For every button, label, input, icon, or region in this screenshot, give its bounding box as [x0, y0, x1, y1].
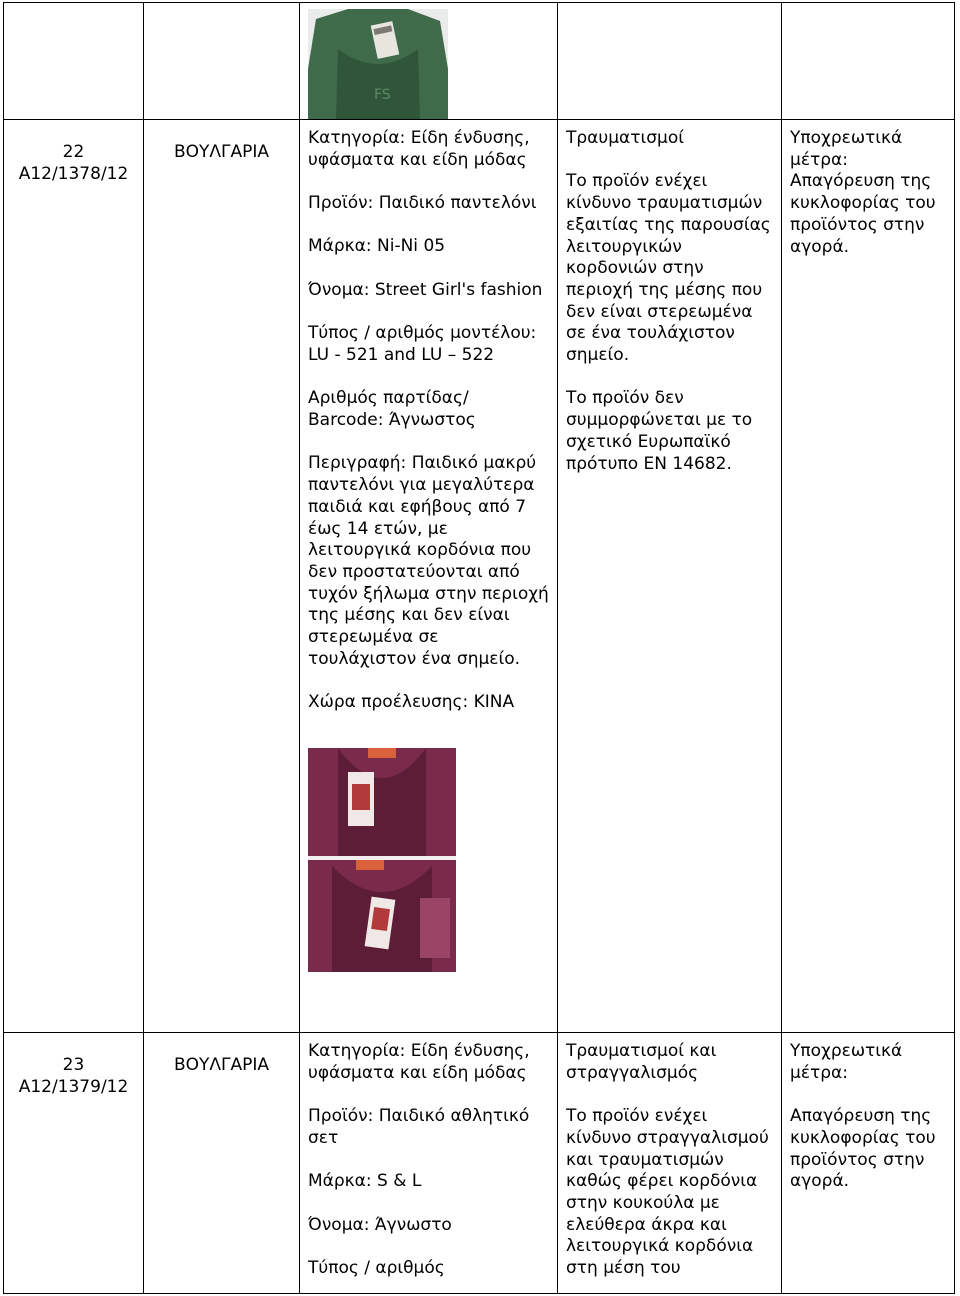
product-model: Τύπος / αριθμός μοντέλου: LU - 521 and LU – 522 — [308, 323, 537, 365]
measures-heading: Υποχρεωτικά μέτρα: — [790, 1041, 903, 1083]
product-brand: Μάρκα: S & L — [308, 1171, 422, 1192]
product-name: Προϊόν: Παιδικό αθλητικό σετ — [308, 1106, 530, 1148]
product-barcode: Αριθμός παρτίδας/ Barcode: Άγνωστος — [308, 388, 476, 431]
country: ΒΟΥΛΓΑΡΙΑ — [173, 1055, 270, 1075]
table-row — [4, 1033, 955, 1294]
country: ΒΟΥΛΓΑΡΙΑ — [173, 142, 270, 162]
risk-standard: Το προϊόν δεν συμμορφώνεται με το σχετικό Ευρωπαϊκό πρότυπο EN 14682. — [566, 388, 753, 474]
previous-row — [4, 3, 955, 120]
product-name: Προϊόν: Παιδικό παντελόνι — [308, 193, 537, 214]
product-title: Όνομα: Άγνωστο — [308, 1214, 452, 1235]
incidents-table — [3, 2, 955, 1294]
row-reference: A12/1379/12 — [18, 1076, 129, 1097]
measures-text: Απαγόρευση της κυκλοφορίας του προϊόντος στην αγορά. — [790, 171, 936, 257]
table-row — [4, 120, 955, 1033]
risk-type: Τραυματισμοί και στραγγαλισμός — [566, 1041, 717, 1083]
product-model: Τύπος / αριθμός — [308, 1257, 445, 1278]
svg-text:FS: FS — [374, 87, 391, 103]
risk-type: Τραυματισμοί — [566, 128, 684, 148]
product-origin: Χώρα προέλευσης: ΚΙΝΑ — [308, 692, 515, 713]
row-number: 23 — [62, 1055, 85, 1075]
product-category: Κατηγορία: Είδη ένδυσης, υφάσματα και είδη μόδας — [308, 1041, 530, 1083]
product-description: Περιγραφή: Παιδικό μακρύ παντελόνι για μεγαλύτερα παιδιά και εφήβους από 7 έως 14 ετών, με λειτουργικά κορδόνια που δεν προστατεύονται από τυχόν ξήλωμα στην περιοχή της μέσης και δεν είναι στερεωμένα σε τουλάχιστον ένα σημείο. — [308, 453, 549, 669]
green-garment-photo — [308, 9, 448, 119]
measures-heading: Υποχρεωτικά μέτρα: — [790, 128, 903, 170]
product-title: Όνομα: Street Girl's fashion — [308, 279, 543, 300]
risk-description: Το προϊόν ενέχει κίνδυνο τραυματισμών εξαιτίας της παρουσίας λειτουργικών κορδονιών στην περιοχή της μέσης που δεν είναι στερεωμένα σε ένα τουλάχιστον σημείο. — [566, 171, 771, 366]
hoodie-photo — [308, 748, 456, 972]
product-brand: Μάρκα: Ni-Ni 05 — [308, 236, 446, 257]
measures-text: Απαγόρευση της κυκλοφορίας του προϊόντος στην αγορά. — [790, 1106, 936, 1192]
product-category: Κατηγορία: Είδη ένδυσης, υφάσματα και είδη μόδας — [308, 128, 530, 170]
risk-description: Το προϊόν ενέχει κίνδυνο στραγγαλισμού και τραυματισμών καθώς φέρει κορδόνια στην κουκούλα με ελεύθερα άκρα και λειτουργικά κορδόνια στη μέση του — [566, 1106, 769, 1279]
row-reference: A12/1378/12 — [18, 163, 129, 184]
row-number: 22 — [62, 142, 85, 162]
